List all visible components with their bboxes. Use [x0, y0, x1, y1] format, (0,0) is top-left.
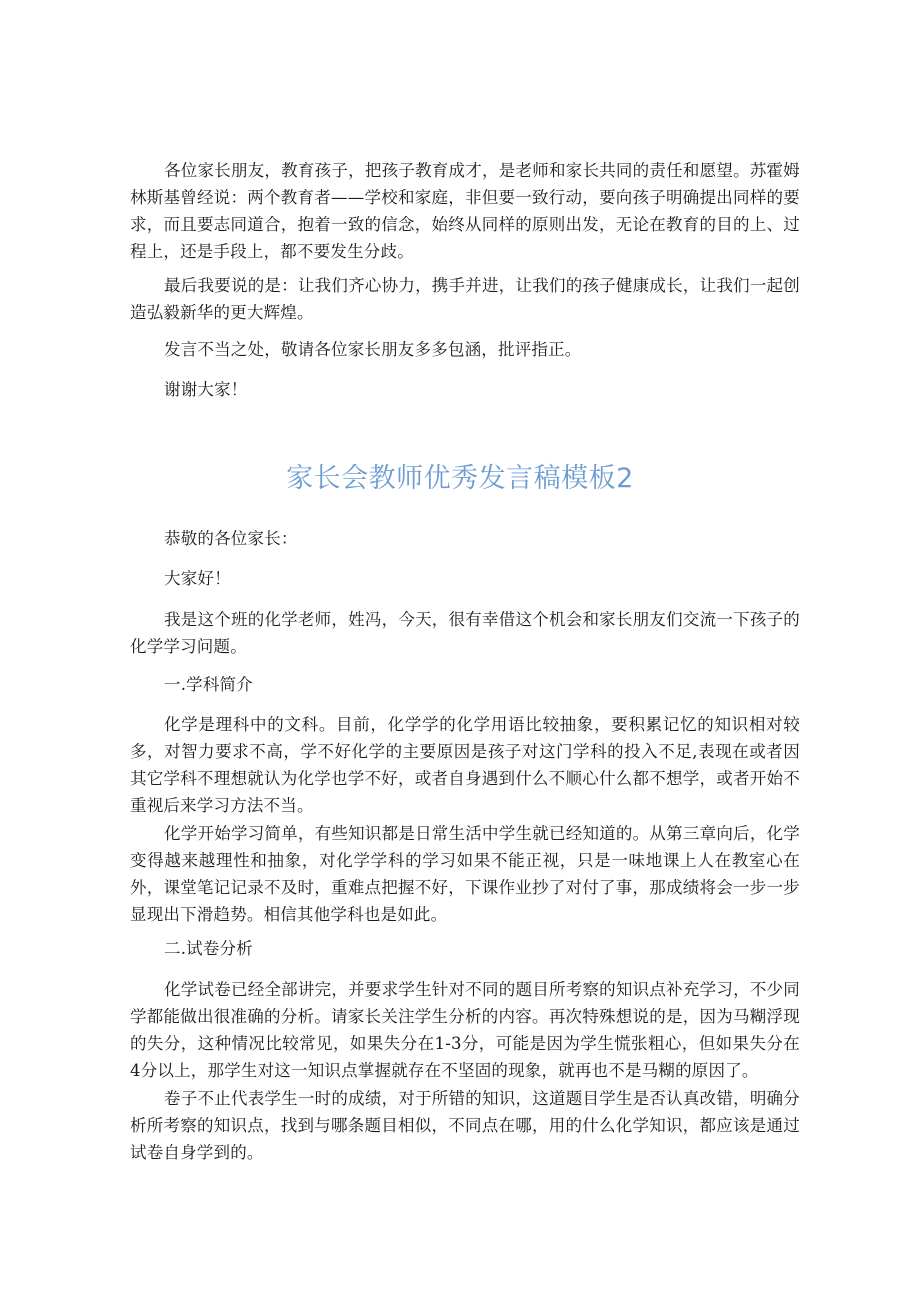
- paragraph-exam-analysis: 化学试卷已经全部讲完，并要求学生针对不同的题目所考察的知识点补充学习，不少同学都能做出很准确的分析。请家长关注学生分析的内容。再次特殊想说的是，因为马糊浮现的失分，这种情况比较常见，如果失分在1-3分，可能是因为学生慌张粗心，但如果失分在4分以上，那学生对这一知识点掌握就存在不坚固的现象，就再也不是马糊的原因了。: [130, 980, 800, 1080]
- paragraph-learning-trend: 化学开始学习简单，有些知识都是日常生活中学生就已经知道的。从第三章向后，化学变得越来越理性和抽象，对化学学科的学习如果不能正视，只是一味地课上人在教室心在外，课堂笔记记录不及时，重难点把握不好，下课作业抄了对付了事，那成绩将会一步一步显现出下滑趋势。相信其他学科也是如此。: [130, 824, 800, 924]
- heading-exam-analysis: 二.试卷分析: [164, 939, 253, 958]
- paragraph-closing-wish: 最后我要说的是：让我们齐心协力，携手并进，让我们的孩子健康成长，让我们一起创造弘毅新华的更大辉煌。: [130, 276, 800, 322]
- paragraph-thanks: 谢谢大家！: [164, 380, 248, 399]
- paragraph-introduction: 我是这个班的化学老师，姓冯，今天，很有幸借这个机会和家长朋友们交流一下孩子的化学学习问题。: [130, 610, 800, 656]
- paragraph-greeting: 恭敬的各位家长：: [164, 529, 298, 548]
- paragraph-hello: 大家好！: [164, 569, 231, 588]
- paragraph-apology: 发言不当之处，敬请各位家长朋友多多包涵，批评指正。: [164, 340, 582, 359]
- paragraph-subject-intro: 化学是理科中的文科。目前，化学学的化学用语比较抽象，要积累记忆的知识相对较多，对智力要求不高，学不好化学的主要原因是孩子对这门学科的投入不足,表现在或者因其它学科不理想就认为化学也学不好，或者自身遇到什么不顺心什么都不想学，或者开始不重视后来学习方法不当。: [130, 715, 800, 815]
- paragraph-parents-responsibility: 各位家长朋友，教育孩子，把孩子教育成才，是老师和家长共同的责任和愿望。苏霍姆林斯基曾经说：两个教育者——学校和家庭，非但要一致行动，要向孩子明确提出同样的要求，而且要志同道合，抱着一致的信念，始终从同样的原则出发，无论在教育的目的上、过程上，还是手段上，都不要发生分歧。: [130, 161, 800, 261]
- heading-subject-intro: 一.学科简介: [164, 675, 253, 694]
- paragraph-exam-value: 卷子不止代表学生一时的成绩，对于所错的知识，这道题目学生是否认真改错，明确分析所考察的知识点，找到与哪条题目相似，不同点在哪，用的什么化学知识，都应该是通过试卷自身学到的。: [130, 1089, 800, 1162]
- section-title: 家长会教师优秀发言稿模板2: [286, 463, 634, 494]
